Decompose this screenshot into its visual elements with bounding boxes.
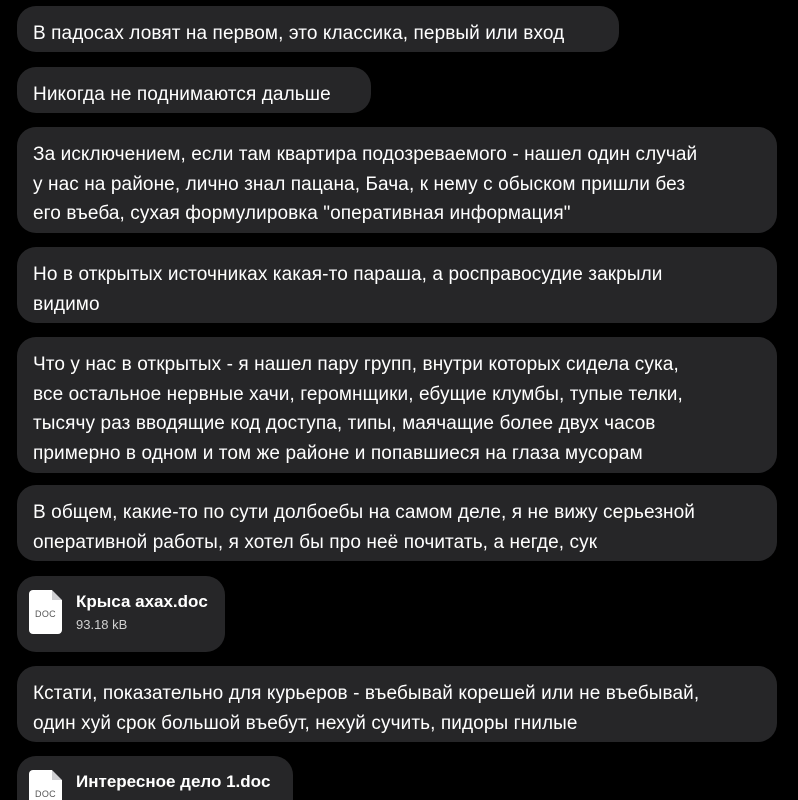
message-bubble xyxy=(17,127,777,233)
message-bubble xyxy=(17,485,777,561)
message-text: у нас на районе, лично знал пацана, Бача, к нему с обыском пришли без xyxy=(33,173,686,195)
document-icon-label: DOC xyxy=(35,609,56,619)
file-attachment[interactable] xyxy=(17,756,293,800)
message-bubble xyxy=(17,67,371,113)
message-text: В падосах ловят на первом, это классика, первый или вход xyxy=(33,23,565,44)
message-text: Что у нас в открытых - я нашел пару групп, внутри которых сидела сука, xyxy=(33,354,679,375)
message-text: Никогда не поднимаются дальше xyxy=(33,84,331,105)
file-size: 93.18 kB xyxy=(76,617,128,632)
message-text: тысячу раз вводящие код доступа, типы, маячащие более двух часов xyxy=(33,413,656,434)
message-text: видимо xyxy=(33,293,100,315)
message-text: один хуй срок большой въебут, нехуй сучить, пидоры гнилые xyxy=(33,712,578,734)
message-text: Но в открытых источниках какая-то параша, а росправосудие закрыли xyxy=(33,264,663,285)
file-meta xyxy=(76,768,271,795)
document-icon[interactable] xyxy=(29,770,62,800)
message-text: За исключением, если там квартира подозреваемого - нашел один случай xyxy=(33,144,698,165)
message-text: примерно в одном и том же районе и попавшиеся на глаза мусорам xyxy=(33,442,643,464)
message-text: оперативной работы, я хотел бы про неё почитать, а негде, сук xyxy=(33,531,598,553)
message-bubble xyxy=(17,247,777,323)
message-text: его въеба, сухая формулировка "оперативная информация" xyxy=(33,203,571,224)
file-name[interactable]: Крыса ахах.doc xyxy=(76,592,208,611)
file-meta xyxy=(76,588,208,635)
message-text: все остальное нервные хачи, геромнщики, ебущие клумбы, тупые телки, xyxy=(33,383,683,405)
document-icon[interactable] xyxy=(29,590,62,634)
message-text: В общем, какие-то по сути долбоебы на самом деле, я не вижу серьезной xyxy=(33,502,696,523)
document-icon-label: DOC xyxy=(35,789,56,799)
message-bubble xyxy=(17,666,777,742)
message-bubble xyxy=(17,6,619,52)
file-attachment[interactable] xyxy=(17,576,225,652)
file-name[interactable]: Интересное дело 1.doc xyxy=(76,772,271,791)
message-text: Кстати, показательно для курьеров - въебывай корешей или не въебывай, xyxy=(33,683,700,704)
message-bubble xyxy=(17,337,777,473)
